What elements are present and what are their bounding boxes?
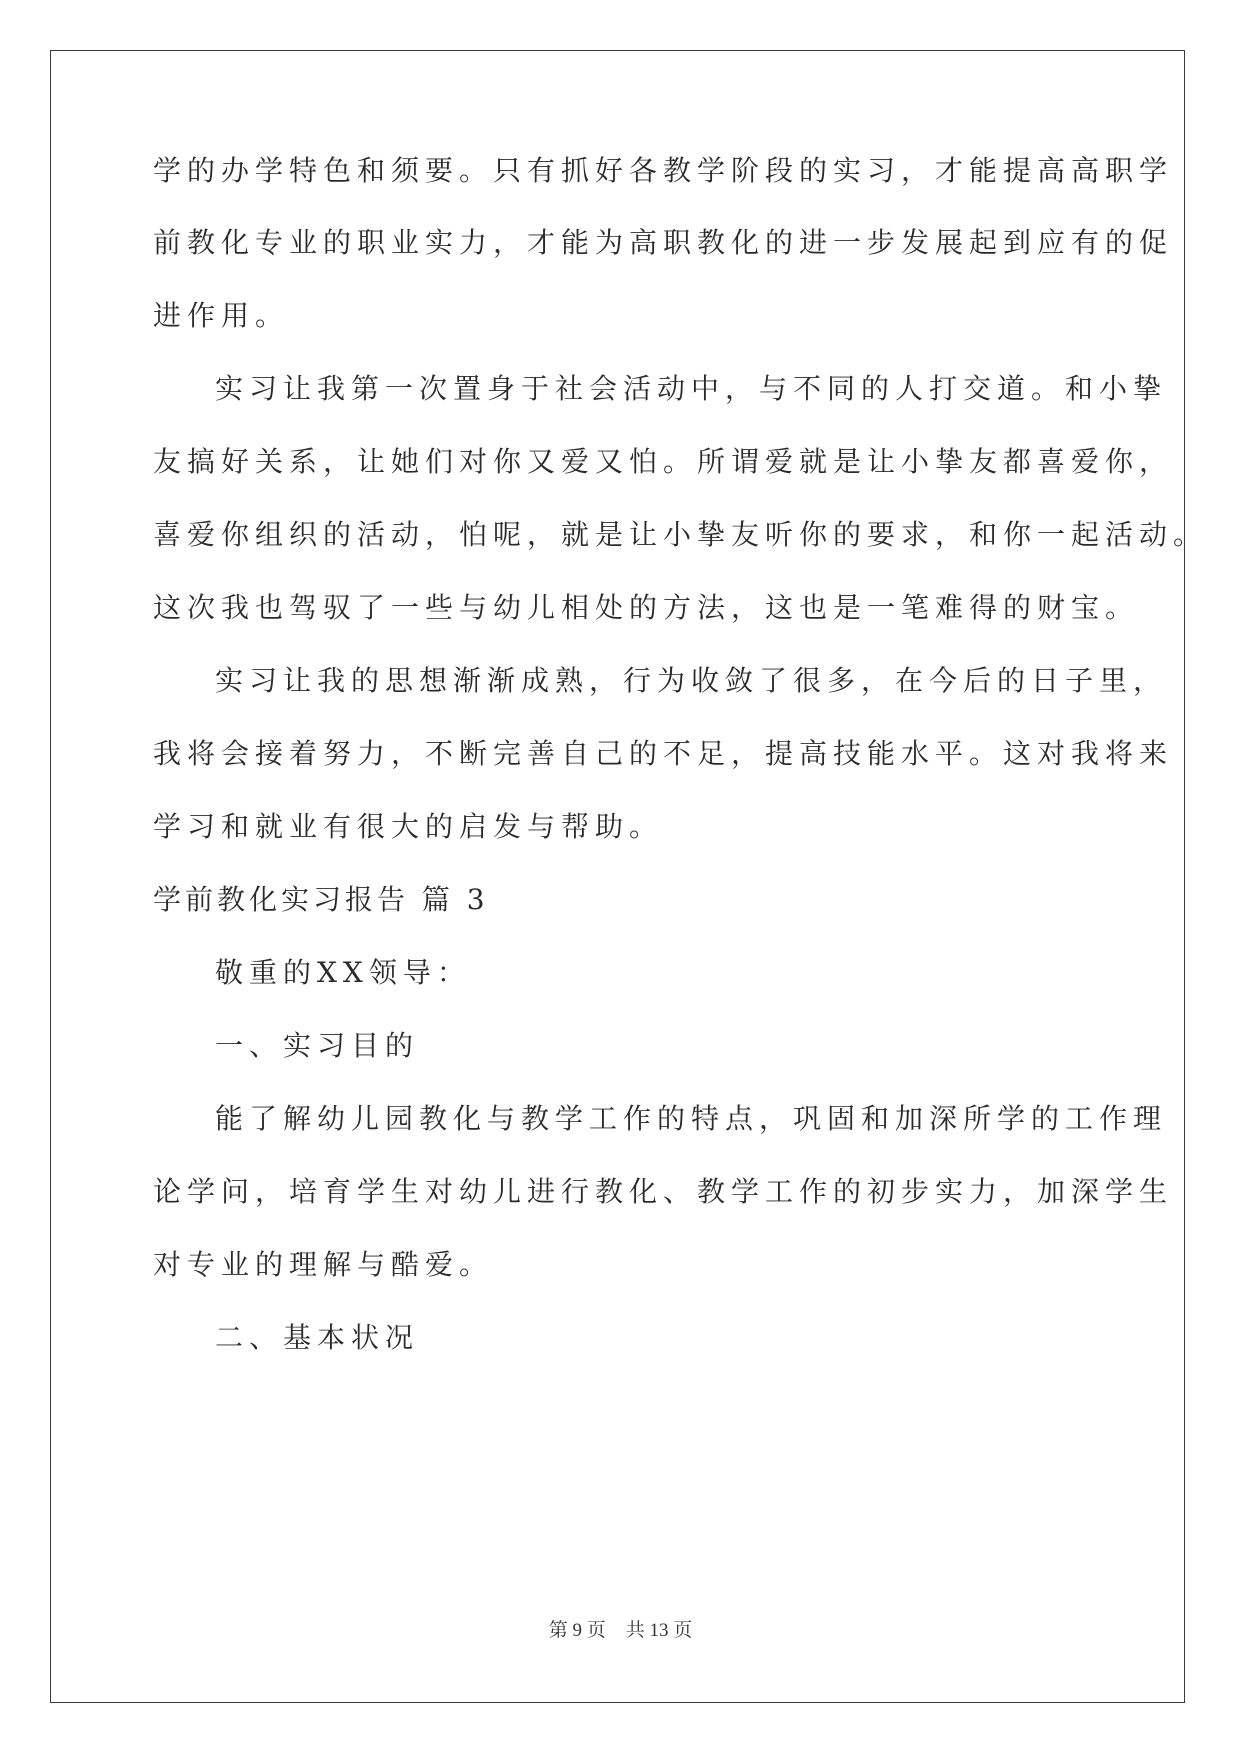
paragraph-start: 实习让我的思想渐渐成熟，行为收敛了很多，在今后的日子里， xyxy=(215,664,1168,697)
body-line: 喜爱你组织的活动，怕呢，就是让小挚友听你的要求，和你一起活动。 xyxy=(153,518,1208,551)
subheading: 一、实习目的 xyxy=(215,1029,420,1062)
body-line: 进作用。 xyxy=(153,299,290,332)
body-line: 我将会接着努力，不断完善自己的不足，提高技能水平。这对我将来 xyxy=(153,737,1174,770)
body-line: 这次我也驾驭了一些与幼儿相处的方法，这也是一笔难得的财宝。 xyxy=(153,591,1140,624)
page-number: 第 9 页 xyxy=(548,1620,606,1641)
salutation: 敬重的XX领导： xyxy=(215,956,471,989)
paragraph-start: 实习让我第一次置身于社会活动中，与不同的人打交道。和小挚 xyxy=(215,372,1168,405)
subheading: 二、基本状况 xyxy=(215,1321,420,1354)
page-footer xyxy=(0,1615,1241,1642)
page-total: 共 13 页 xyxy=(625,1620,693,1641)
paragraph-start: 能了解幼儿园教化与教学工作的特点，巩固和加深所学的工作理 xyxy=(215,1102,1168,1135)
body-line: 学习和就业有很大的启发与帮助。 xyxy=(153,810,664,843)
body-line: 前教化专业的职业实力，才能为高职教化的进一步发展起到应有的促 xyxy=(153,226,1174,259)
body-line: 论学问，培育学生对幼儿进行教化、教学工作的初步实力，加深学生 xyxy=(153,1175,1174,1208)
body-line: 对专业的理解与酷爱。 xyxy=(153,1248,494,1281)
body-line: 学的办学特色和须要。只有抓好各教学阶段的实习，才能提高高职学 xyxy=(153,154,1174,187)
body-line: 友搞好关系，让她们对你又爱又怕。所谓爱就是让小挚友都喜爱你， xyxy=(153,445,1174,478)
section-title: 学前教化实习报告 篇 3 xyxy=(153,883,489,916)
